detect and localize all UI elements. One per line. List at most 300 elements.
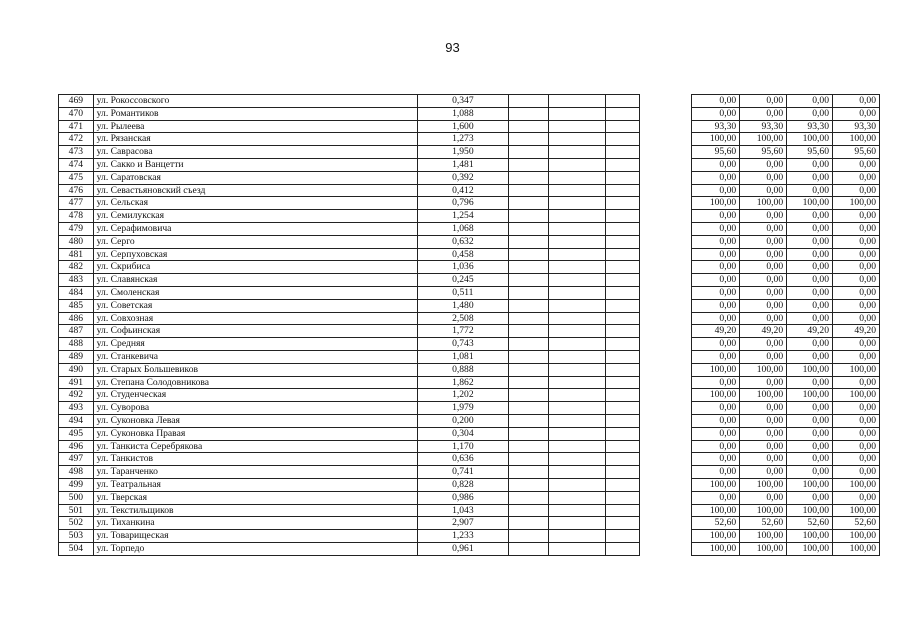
value-cell: 0,00 bbox=[692, 466, 740, 479]
value-cell: 0,00 bbox=[740, 466, 787, 479]
value-cell: 0,00 bbox=[833, 248, 880, 261]
value-cell: 100,00 bbox=[740, 133, 787, 146]
table-row bbox=[59, 325, 880, 338]
value-cell: 0,00 bbox=[787, 350, 833, 363]
empty-cell bbox=[548, 427, 605, 440]
value-cell: 100,00 bbox=[787, 504, 833, 517]
value-cell: 100,00 bbox=[740, 542, 787, 555]
column-gap bbox=[640, 120, 692, 133]
street-name: ул. Торпедо bbox=[93, 542, 417, 555]
value-cell: 0,00 bbox=[787, 171, 833, 184]
value-cell: 0,00 bbox=[833, 171, 880, 184]
column-gap bbox=[640, 491, 692, 504]
table-row bbox=[59, 414, 880, 427]
value-cell: 0,00 bbox=[692, 286, 740, 299]
value-cell: 0,00 bbox=[833, 440, 880, 453]
empty-cell bbox=[508, 491, 548, 504]
value-cell: 0,00 bbox=[740, 286, 787, 299]
value-cell: 93,30 bbox=[787, 120, 833, 133]
row-number: 490 bbox=[59, 363, 94, 376]
value-cell: 100,00 bbox=[787, 363, 833, 376]
value-cell: 0,00 bbox=[692, 248, 740, 261]
row-number: 497 bbox=[59, 453, 94, 466]
empty-cell bbox=[548, 222, 605, 235]
road-length: 0,741 bbox=[417, 466, 508, 479]
street-name: ул. Саратовская bbox=[93, 171, 417, 184]
value-cell: 0,00 bbox=[833, 453, 880, 466]
row-number: 503 bbox=[59, 530, 94, 543]
value-cell: 100,00 bbox=[740, 478, 787, 491]
row-number: 502 bbox=[59, 517, 94, 530]
table-row bbox=[59, 95, 880, 108]
column-gap bbox=[640, 402, 692, 415]
value-cell: 0,00 bbox=[692, 350, 740, 363]
road-length: 1,862 bbox=[417, 376, 508, 389]
table-row bbox=[59, 171, 880, 184]
row-number: 473 bbox=[59, 146, 94, 159]
value-cell: 0,00 bbox=[833, 338, 880, 351]
value-cell: 52,60 bbox=[787, 517, 833, 530]
street-name: ул. Танкиста Серебрякова bbox=[93, 440, 417, 453]
row-number: 494 bbox=[59, 414, 94, 427]
column-gap bbox=[640, 248, 692, 261]
column-gap bbox=[640, 197, 692, 210]
row-number: 480 bbox=[59, 235, 94, 248]
empty-cell bbox=[508, 363, 548, 376]
table-row bbox=[59, 261, 880, 274]
street-name: ул. Суконовка Левая bbox=[93, 414, 417, 427]
value-cell: 0,00 bbox=[833, 210, 880, 223]
value-cell: 0,00 bbox=[833, 222, 880, 235]
value-cell: 49,20 bbox=[692, 325, 740, 338]
table-row bbox=[59, 389, 880, 402]
table-row bbox=[59, 376, 880, 389]
table-row bbox=[59, 402, 880, 415]
column-gap bbox=[640, 210, 692, 223]
empty-cell bbox=[508, 350, 548, 363]
table-row bbox=[59, 350, 880, 363]
empty-cell bbox=[548, 363, 605, 376]
table-row bbox=[59, 491, 880, 504]
empty-cell bbox=[605, 133, 640, 146]
empty-cell bbox=[548, 517, 605, 530]
empty-cell bbox=[605, 542, 640, 555]
column-gap bbox=[640, 171, 692, 184]
value-cell: 0,00 bbox=[787, 453, 833, 466]
empty-cell bbox=[605, 440, 640, 453]
empty-cell bbox=[548, 440, 605, 453]
empty-cell bbox=[508, 414, 548, 427]
empty-cell bbox=[508, 184, 548, 197]
empty-cell bbox=[508, 478, 548, 491]
street-name: ул. Смоленская bbox=[93, 286, 417, 299]
table-row bbox=[59, 248, 880, 261]
column-gap bbox=[640, 146, 692, 159]
value-cell: 0,00 bbox=[833, 158, 880, 171]
road-length: 0,636 bbox=[417, 453, 508, 466]
value-cell: 100,00 bbox=[833, 478, 880, 491]
empty-cell bbox=[548, 504, 605, 517]
table-row bbox=[59, 146, 880, 159]
empty-cell bbox=[605, 261, 640, 274]
row-number: 488 bbox=[59, 338, 94, 351]
empty-cell bbox=[605, 222, 640, 235]
empty-cell bbox=[508, 158, 548, 171]
road-length: 1,081 bbox=[417, 350, 508, 363]
value-cell: 0,00 bbox=[740, 95, 787, 108]
column-gap bbox=[640, 95, 692, 108]
value-cell: 93,30 bbox=[692, 120, 740, 133]
value-cell: 0,00 bbox=[740, 107, 787, 120]
row-number: 486 bbox=[59, 312, 94, 325]
empty-cell bbox=[548, 530, 605, 543]
table-row bbox=[59, 530, 880, 543]
road-length: 1,202 bbox=[417, 389, 508, 402]
table-row bbox=[59, 274, 880, 287]
street-name: ул. Рокоссовского bbox=[93, 95, 417, 108]
column-gap bbox=[640, 184, 692, 197]
empty-cell bbox=[548, 158, 605, 171]
road-length: 1,273 bbox=[417, 133, 508, 146]
street-name: ул. Сельская bbox=[93, 197, 417, 210]
value-cell: 0,00 bbox=[787, 184, 833, 197]
empty-cell bbox=[508, 210, 548, 223]
empty-cell bbox=[548, 414, 605, 427]
road-length: 0,412 bbox=[417, 184, 508, 197]
empty-cell bbox=[508, 376, 548, 389]
value-cell: 0,00 bbox=[787, 414, 833, 427]
row-number: 496 bbox=[59, 440, 94, 453]
value-cell: 100,00 bbox=[833, 133, 880, 146]
street-name: ул. Романтиков bbox=[93, 107, 417, 120]
value-cell: 0,00 bbox=[833, 376, 880, 389]
value-cell: 0,00 bbox=[787, 338, 833, 351]
street-name: ул. Совхозная bbox=[93, 312, 417, 325]
row-number: 484 bbox=[59, 286, 94, 299]
empty-cell bbox=[508, 222, 548, 235]
column-gap bbox=[640, 325, 692, 338]
table-row bbox=[59, 504, 880, 517]
row-number: 483 bbox=[59, 274, 94, 287]
value-cell: 0,00 bbox=[692, 453, 740, 466]
value-cell: 0,00 bbox=[833, 261, 880, 274]
table-row bbox=[59, 107, 880, 120]
value-cell: 100,00 bbox=[833, 363, 880, 376]
street-name: ул. Семилукская bbox=[93, 210, 417, 223]
empty-cell bbox=[605, 325, 640, 338]
column-gap bbox=[640, 261, 692, 274]
street-name: ул. Товарищеская bbox=[93, 530, 417, 543]
empty-cell bbox=[548, 338, 605, 351]
road-length: 1,254 bbox=[417, 210, 508, 223]
road-length: 0,961 bbox=[417, 542, 508, 555]
row-number: 492 bbox=[59, 389, 94, 402]
row-number: 493 bbox=[59, 402, 94, 415]
value-cell: 0,00 bbox=[833, 286, 880, 299]
value-cell: 0,00 bbox=[740, 338, 787, 351]
empty-cell bbox=[508, 146, 548, 159]
value-cell: 0,00 bbox=[692, 491, 740, 504]
row-number: 482 bbox=[59, 261, 94, 274]
empty-cell bbox=[508, 286, 548, 299]
empty-cell bbox=[605, 235, 640, 248]
value-cell: 49,20 bbox=[787, 325, 833, 338]
value-cell: 100,00 bbox=[692, 197, 740, 210]
table-row bbox=[59, 466, 880, 479]
value-cell: 100,00 bbox=[833, 197, 880, 210]
street-name: ул. Скрибиса bbox=[93, 261, 417, 274]
value-cell: 0,00 bbox=[692, 299, 740, 312]
empty-cell bbox=[605, 517, 640, 530]
empty-cell bbox=[605, 248, 640, 261]
value-cell: 0,00 bbox=[692, 107, 740, 120]
table-row bbox=[59, 427, 880, 440]
value-cell: 0,00 bbox=[787, 286, 833, 299]
column-gap bbox=[640, 274, 692, 287]
column-gap bbox=[640, 286, 692, 299]
road-length: 0,511 bbox=[417, 286, 508, 299]
street-name: ул. Тиханкина bbox=[93, 517, 417, 530]
table-row bbox=[59, 453, 880, 466]
road-length: 0,200 bbox=[417, 414, 508, 427]
row-number: 481 bbox=[59, 248, 94, 261]
column-gap bbox=[640, 389, 692, 402]
value-cell: 0,00 bbox=[833, 235, 880, 248]
empty-cell bbox=[508, 504, 548, 517]
empty-cell bbox=[548, 95, 605, 108]
road-length: 0,796 bbox=[417, 197, 508, 210]
row-number: 499 bbox=[59, 478, 94, 491]
empty-cell bbox=[508, 542, 548, 555]
value-cell: 0,00 bbox=[787, 427, 833, 440]
empty-cell bbox=[605, 414, 640, 427]
road-length: 0,392 bbox=[417, 171, 508, 184]
value-cell: 0,00 bbox=[740, 491, 787, 504]
empty-cell bbox=[508, 197, 548, 210]
table-row bbox=[59, 184, 880, 197]
empty-cell bbox=[508, 248, 548, 261]
empty-cell bbox=[605, 466, 640, 479]
empty-cell bbox=[508, 312, 548, 325]
street-name: ул. Серафимовича bbox=[93, 222, 417, 235]
table-row bbox=[59, 478, 880, 491]
empty-cell bbox=[605, 453, 640, 466]
street-name: ул. Степана Солодовникова bbox=[93, 376, 417, 389]
empty-cell bbox=[548, 389, 605, 402]
value-cell: 0,00 bbox=[787, 466, 833, 479]
value-cell: 52,60 bbox=[833, 517, 880, 530]
value-cell: 95,60 bbox=[740, 146, 787, 159]
empty-cell bbox=[548, 274, 605, 287]
empty-cell bbox=[548, 453, 605, 466]
empty-cell bbox=[605, 376, 640, 389]
empty-cell bbox=[508, 338, 548, 351]
empty-cell bbox=[605, 530, 640, 543]
value-cell: 0,00 bbox=[692, 210, 740, 223]
table-row bbox=[59, 286, 880, 299]
street-name: ул. Серпуховская bbox=[93, 248, 417, 261]
street-name: ул. Севастьяновский съезд bbox=[93, 184, 417, 197]
empty-cell bbox=[508, 171, 548, 184]
empty-cell bbox=[548, 376, 605, 389]
empty-cell bbox=[548, 312, 605, 325]
value-cell: 0,00 bbox=[692, 376, 740, 389]
value-cell: 100,00 bbox=[740, 504, 787, 517]
column-gap bbox=[640, 504, 692, 517]
value-cell: 0,00 bbox=[692, 440, 740, 453]
value-cell: 49,20 bbox=[833, 325, 880, 338]
street-name: ул. Суконовка Правая bbox=[93, 427, 417, 440]
empty-cell bbox=[605, 299, 640, 312]
road-length: 0,245 bbox=[417, 274, 508, 287]
column-gap bbox=[640, 466, 692, 479]
value-cell: 0,00 bbox=[833, 274, 880, 287]
roads-table bbox=[58, 94, 880, 556]
empty-cell bbox=[605, 95, 640, 108]
empty-cell bbox=[548, 286, 605, 299]
row-number: 498 bbox=[59, 466, 94, 479]
value-cell: 0,00 bbox=[692, 95, 740, 108]
value-cell: 0,00 bbox=[740, 274, 787, 287]
value-cell: 0,00 bbox=[787, 376, 833, 389]
row-number: 487 bbox=[59, 325, 94, 338]
road-length: 0,828 bbox=[417, 478, 508, 491]
value-cell: 0,00 bbox=[740, 427, 787, 440]
value-cell: 0,00 bbox=[692, 274, 740, 287]
value-cell: 100,00 bbox=[833, 504, 880, 517]
empty-cell bbox=[548, 210, 605, 223]
value-cell: 0,00 bbox=[692, 338, 740, 351]
value-cell: 0,00 bbox=[787, 95, 833, 108]
column-gap bbox=[640, 453, 692, 466]
empty-cell bbox=[508, 402, 548, 415]
value-cell: 0,00 bbox=[833, 350, 880, 363]
value-cell: 0,00 bbox=[740, 376, 787, 389]
empty-cell bbox=[508, 95, 548, 108]
value-cell: 49,20 bbox=[740, 325, 787, 338]
road-length: 2,508 bbox=[417, 312, 508, 325]
street-name: ул. Рязанская bbox=[93, 133, 417, 146]
empty-cell bbox=[605, 146, 640, 159]
value-cell: 100,00 bbox=[692, 133, 740, 146]
row-number: 477 bbox=[59, 197, 94, 210]
empty-cell bbox=[508, 440, 548, 453]
empty-cell bbox=[548, 248, 605, 261]
column-gap bbox=[640, 299, 692, 312]
value-cell: 0,00 bbox=[740, 414, 787, 427]
table-body bbox=[59, 95, 880, 556]
table-row bbox=[59, 158, 880, 171]
value-cell: 0,00 bbox=[787, 222, 833, 235]
value-cell: 0,00 bbox=[740, 248, 787, 261]
empty-cell bbox=[605, 402, 640, 415]
row-number: 495 bbox=[59, 427, 94, 440]
value-cell: 95,60 bbox=[833, 146, 880, 159]
table-row bbox=[59, 312, 880, 325]
table-row bbox=[59, 120, 880, 133]
empty-cell bbox=[548, 107, 605, 120]
row-number: 491 bbox=[59, 376, 94, 389]
column-gap bbox=[640, 530, 692, 543]
value-cell: 0,00 bbox=[740, 453, 787, 466]
value-cell: 100,00 bbox=[787, 530, 833, 543]
value-cell: 0,00 bbox=[833, 299, 880, 312]
value-cell: 100,00 bbox=[833, 389, 880, 402]
value-cell: 0,00 bbox=[833, 491, 880, 504]
value-cell: 0,00 bbox=[787, 107, 833, 120]
street-name: ул. Суворова bbox=[93, 402, 417, 415]
column-gap bbox=[640, 107, 692, 120]
value-cell: 0,00 bbox=[740, 299, 787, 312]
value-cell: 0,00 bbox=[787, 210, 833, 223]
road-length: 1,772 bbox=[417, 325, 508, 338]
value-cell: 95,60 bbox=[692, 146, 740, 159]
row-number: 501 bbox=[59, 504, 94, 517]
road-length: 1,950 bbox=[417, 146, 508, 159]
street-name: ул. Студенческая bbox=[93, 389, 417, 402]
value-cell: 0,00 bbox=[833, 95, 880, 108]
value-cell: 95,60 bbox=[787, 146, 833, 159]
empty-cell bbox=[605, 184, 640, 197]
empty-cell bbox=[508, 235, 548, 248]
empty-cell bbox=[605, 504, 640, 517]
row-number: 504 bbox=[59, 542, 94, 555]
empty-cell bbox=[508, 107, 548, 120]
empty-cell bbox=[508, 427, 548, 440]
empty-cell bbox=[508, 120, 548, 133]
road-length: 0,986 bbox=[417, 491, 508, 504]
value-cell: 0,00 bbox=[787, 491, 833, 504]
road-length: 1,233 bbox=[417, 530, 508, 543]
table-row bbox=[59, 210, 880, 223]
road-length: 1,170 bbox=[417, 440, 508, 453]
empty-cell bbox=[605, 350, 640, 363]
value-cell: 0,00 bbox=[787, 402, 833, 415]
value-cell: 0,00 bbox=[740, 171, 787, 184]
empty-cell bbox=[548, 146, 605, 159]
empty-cell bbox=[548, 350, 605, 363]
column-gap bbox=[640, 222, 692, 235]
column-gap bbox=[640, 376, 692, 389]
value-cell: 0,00 bbox=[787, 440, 833, 453]
street-name: ул. Станкевича bbox=[93, 350, 417, 363]
empty-cell bbox=[548, 133, 605, 146]
empty-cell bbox=[548, 261, 605, 274]
value-cell: 0,00 bbox=[833, 414, 880, 427]
road-length: 1,036 bbox=[417, 261, 508, 274]
value-cell: 100,00 bbox=[740, 197, 787, 210]
value-cell: 100,00 bbox=[787, 389, 833, 402]
row-number: 500 bbox=[59, 491, 94, 504]
value-cell: 100,00 bbox=[692, 530, 740, 543]
value-cell: 0,00 bbox=[692, 414, 740, 427]
empty-cell bbox=[605, 158, 640, 171]
value-cell: 0,00 bbox=[833, 312, 880, 325]
value-cell: 100,00 bbox=[740, 530, 787, 543]
empty-cell bbox=[548, 402, 605, 415]
value-cell: 0,00 bbox=[833, 402, 880, 415]
empty-cell bbox=[605, 210, 640, 223]
road-length: 0,632 bbox=[417, 235, 508, 248]
road-length: 0,743 bbox=[417, 338, 508, 351]
empty-cell bbox=[508, 299, 548, 312]
value-cell: 0,00 bbox=[833, 466, 880, 479]
value-cell: 0,00 bbox=[692, 158, 740, 171]
road-length: 1,979 bbox=[417, 402, 508, 415]
empty-cell bbox=[605, 286, 640, 299]
value-cell: 0,00 bbox=[692, 312, 740, 325]
value-cell: 0,00 bbox=[787, 261, 833, 274]
